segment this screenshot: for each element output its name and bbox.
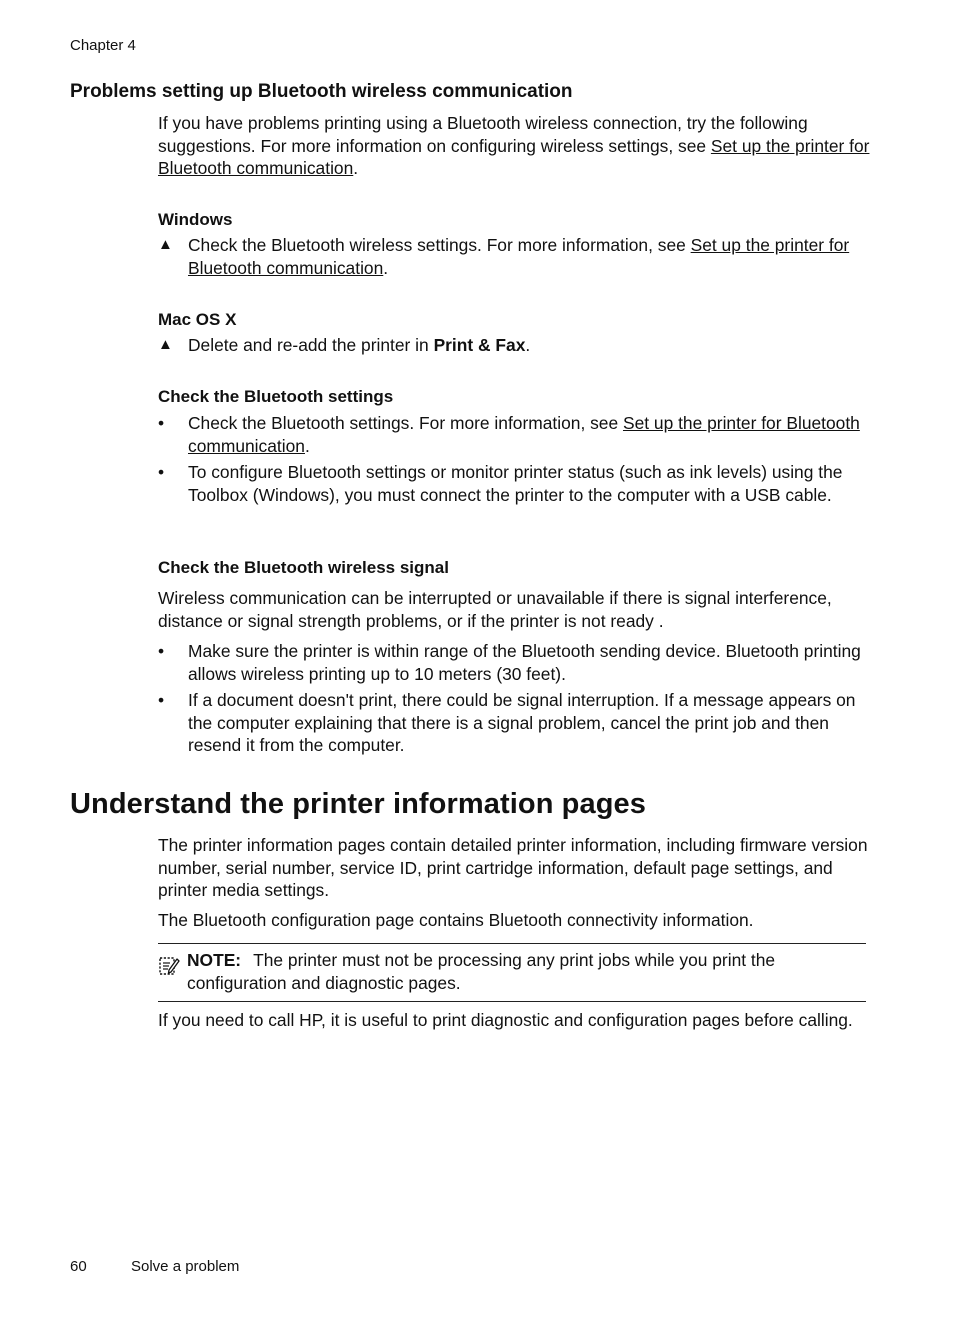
info-pages-paragraph-3: If you need to call HP, it is useful to print diagnostic and configuration pages before calling. <box>158 1010 853 1030</box>
bt-signal-item-2 <box>158 689 870 757</box>
print-fax-label: Print & Fax <box>433 335 526 355</box>
bt-signal-item-1 <box>158 640 870 685</box>
bt-settings-heading: Check the Bluetooth settings <box>158 387 394 406</box>
intro-after: . <box>353 158 359 179</box>
mac-item-text: Delete and re-add the printer in <box>188 335 434 355</box>
footer-section-title: Solve a problem <box>131 1258 240 1275</box>
note-top-rule <box>158 943 866 944</box>
note-icon <box>158 955 180 977</box>
chapter-label: Chapter 4 <box>70 37 136 54</box>
bt-settings-setup-link[interactable]: Set up the printer for Bluetooth communication <box>188 413 860 456</box>
section-heading-bluetooth-problems: Problems setting up Bluetooth wireless communication <box>70 81 573 102</box>
bullet-icon: • <box>158 690 165 710</box>
bullet-icon: • <box>158 462 165 482</box>
windows-item-after: . <box>383 257 389 278</box>
intro-paragraph <box>158 112 870 180</box>
bt-signal-intro: Wireless communication can be interrupted or unavailable if there is signal interference, distance or signal strength problems, or if the printer is not ready . <box>158 588 832 631</box>
note-box <box>158 949 870 994</box>
windows-bluetooth-setup-link[interactable]: Set up the printer for Bluetooth communication <box>188 235 850 278</box>
info-pages-paragraph-2: The Bluetooth configuration page contains Bluetooth connectivity information. <box>158 910 754 930</box>
triangle-bullet-icon: ▲ <box>158 236 173 253</box>
triangle-bullet-icon: ▲ <box>158 336 173 353</box>
bt-settings-item-2-text: To configure Bluetooth settings or monitor printer status (such as ink levels) using the Toolbox (Windows), you must connect the printer to the computer with a USB cable. <box>188 462 843 505</box>
windows-item-text: Check the Bluetooth wireless settings. For more information, see <box>188 235 691 255</box>
bt-signal-item-1-text: Make sure the printer is within range of the Bluetooth sending device. Bluetooth printing allows wireless printing up to 10 meters (30 feet). <box>188 641 861 684</box>
bluetooth-setup-link[interactable]: Set up the printer for Bluetooth communication <box>158 135 870 179</box>
bt-settings-item-2 <box>158 461 870 506</box>
mac-item-after: . <box>525 335 531 355</box>
bt-signal-heading: Check the Bluetooth wireless signal <box>158 558 449 577</box>
note-bottom-rule <box>158 1001 866 1002</box>
note-text: The printer must not be processing any print jobs while you print the configuration and diagnostic pages. <box>187 950 776 993</box>
bullet-icon: • <box>158 641 165 661</box>
section-heading-info-pages: Understand the printer information pages <box>70 788 646 820</box>
windows-list-item <box>158 234 870 279</box>
info-pages-paragraph-1: The printer information pages contain detailed printer information, including firmware version number, serial number, service ID, print cartridge information, default page settings, and printer media settings. <box>158 835 868 901</box>
windows-heading: Windows <box>158 210 233 229</box>
mac-list-item <box>158 334 870 357</box>
page-number: 60 <box>70 1258 87 1275</box>
bt-settings-item-1-after: . <box>304 435 310 456</box>
mac-heading: Mac OS X <box>158 310 237 329</box>
bt-settings-item-1 <box>158 412 870 457</box>
note-label: NOTE: <box>187 950 242 970</box>
bullet-icon: • <box>158 413 165 433</box>
bt-settings-item-1-text: Check the Bluetooth settings. For more information, see <box>188 413 623 433</box>
bt-signal-item-2-text: If a document doesn't print, there could be signal interruption. If a message appears on the computer explaining that there is a signal problem, cancel the print job and then resend it from the computer. <box>188 690 856 756</box>
intro-text: If you have problems printing using a Bluetooth wireless connection, try the following suggestions. For more information on configuring wireless settings, see <box>158 113 808 156</box>
